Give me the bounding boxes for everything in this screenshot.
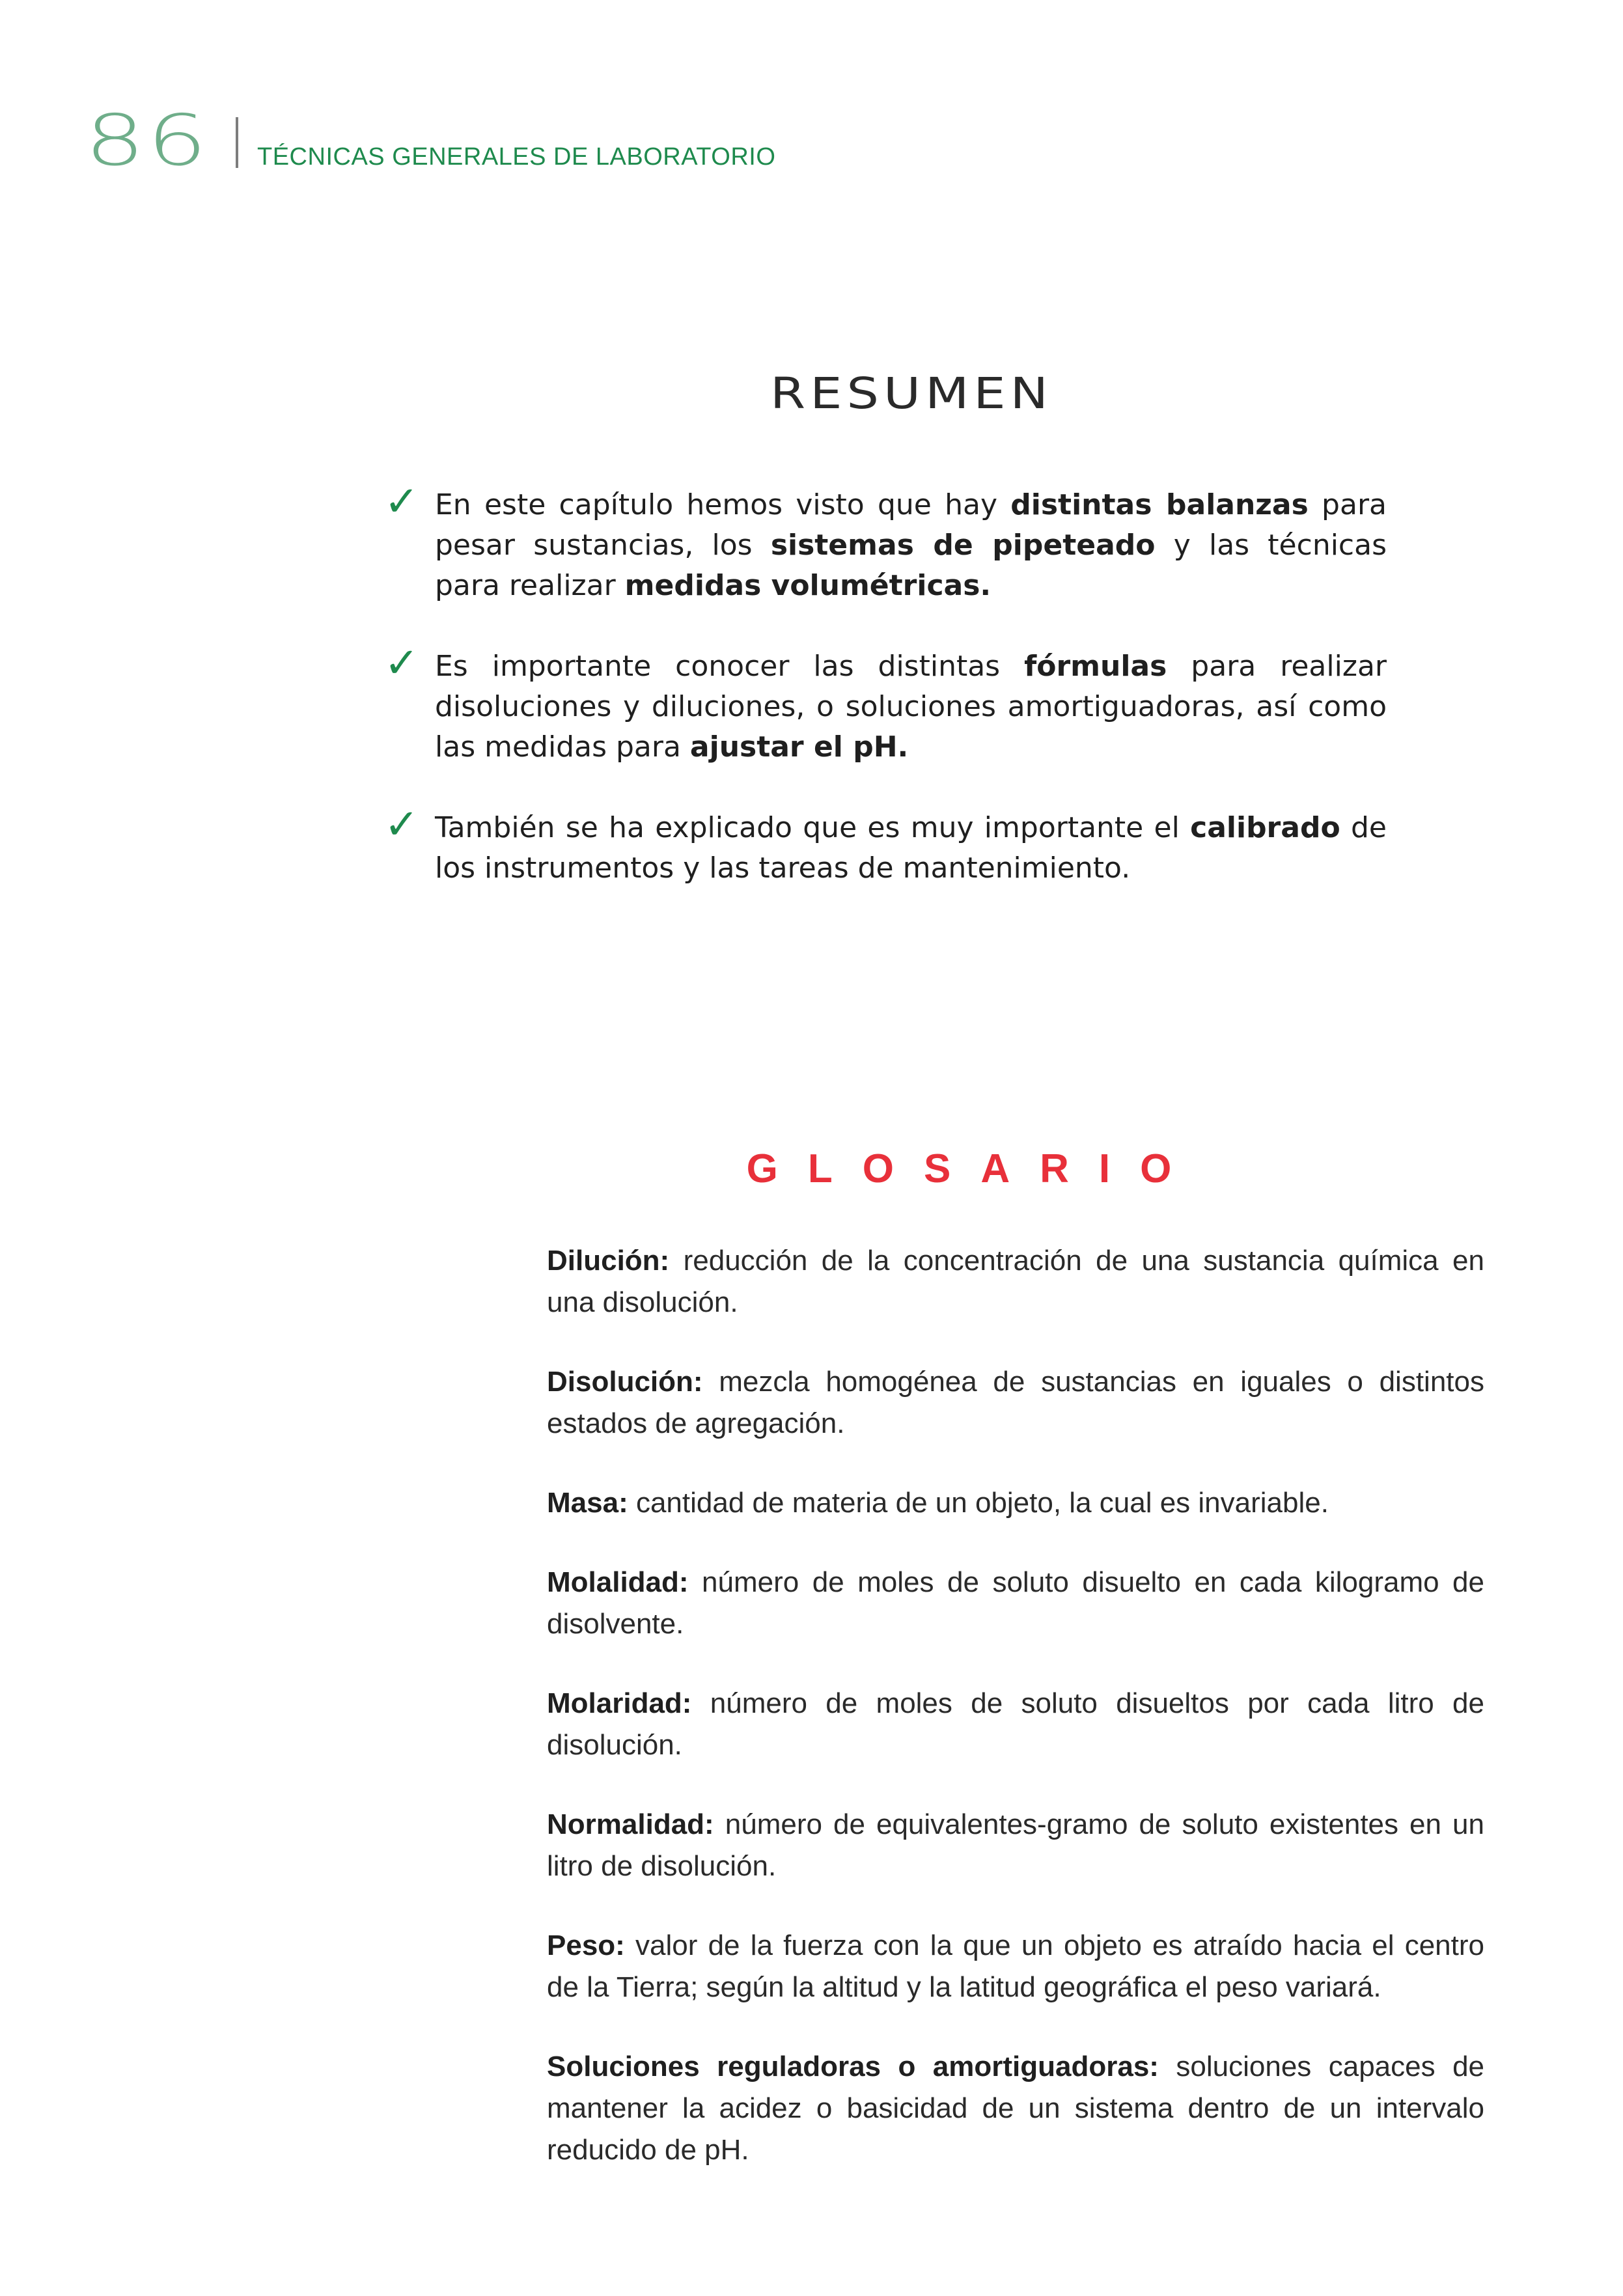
glosario-title: GLOSARIO — [746, 1146, 1202, 1191]
glossary-entry — [547, 1925, 1484, 2008]
section-title: TÉCNICAS GENERALES DE LABORATORIO — [257, 143, 776, 171]
summary-keyword: ajustar el pH. — [689, 730, 909, 764]
summary-keyword: distintas balanzas — [1010, 488, 1309, 521]
glossary-definition: valor de la fuerza con la que un objeto es atraído hacia el centro de la Tierra; según la altitud y la latitud geográfica el peso variará. — [547, 1929, 1484, 2003]
glossary-entry — [547, 1683, 1484, 1766]
summary-keyword: sistemas de pipeteado — [770, 529, 1156, 562]
glossary-definition: número de moles de soluto disuelto en cada kilogramo de disolvente. — [547, 1566, 1484, 1640]
glossary-definition: número de moles de soluto disueltos por cada litro de disolución. — [547, 1687, 1484, 1761]
checkmark-icon: ✓ — [384, 801, 419, 849]
glossary-term: Masa: — [547, 1487, 628, 1519]
header-divider — [236, 117, 238, 168]
glossary-term: Disolución: — [547, 1366, 703, 1398]
summary-segment: y las técnicas para realizar — [435, 529, 1387, 602]
glossary-entry — [547, 2046, 1484, 2171]
summary-keyword: medidas volumétricas. — [624, 569, 992, 602]
glossary-definition: reducción de la concentración de una sustancia química en una disolución. — [547, 1245, 1484, 1318]
glossary-entry — [547, 1562, 1484, 1645]
glossary-entry — [547, 1240, 1484, 1323]
glossary-entry — [547, 1361, 1484, 1445]
resumen-title: RESUMEN — [770, 368, 1053, 419]
glossary-entry — [547, 1482, 1484, 1524]
summary-text — [435, 808, 1387, 889]
summary-segment: También se ha explicado que es muy importante el — [435, 811, 1191, 844]
checkmark-icon: ✓ — [384, 639, 419, 687]
glossary-term: Dilución: — [547, 1245, 670, 1277]
summary-segment: para realizar disoluciones y diluciones, o soluciones amortiguadoras, así como las medidas para — [435, 650, 1387, 764]
glossary-definition: cantidad de materia de un objeto, la cual es invariable. — [628, 1487, 1329, 1519]
summary-list — [384, 478, 1387, 929]
glossary-entry — [547, 1804, 1484, 1887]
summary-item — [384, 639, 1387, 768]
glossary-list — [547, 1240, 1484, 2209]
summary-segment: de los instrumentos y las tareas de mantenimiento. — [435, 811, 1387, 885]
glossary-term: Normalidad: — [547, 1808, 714, 1840]
summary-keyword: fórmulas — [1024, 650, 1167, 683]
summary-text — [435, 485, 1387, 606]
glossary-definition: mezcla homogénea de sustancias en iguales o distintos estados de agregación. — [547, 1366, 1484, 1439]
checkmark-icon: ✓ — [384, 478, 419, 526]
summary-segment: Es importante conocer las distintas — [435, 650, 1025, 683]
summary-keyword: calibrado — [1190, 811, 1340, 844]
glossary-term: Molalidad: — [547, 1566, 689, 1598]
summary-segment: En este capítulo hemos visto que hay — [435, 488, 1011, 521]
page-number: 86 — [85, 100, 209, 182]
glossary-term: Soluciones reguladoras o amortiguadoras: — [547, 2051, 1159, 2082]
glossary-definition: número de equivalentes-gramo de soluto existentes en un litro de disolución. — [547, 1808, 1484, 1882]
summary-text — [435, 646, 1387, 768]
summary-item — [384, 801, 1387, 889]
glossary-term: Molaridad: — [547, 1687, 692, 1719]
summary-segment: para pesar sustancias, los — [435, 488, 1387, 562]
glossary-term: Peso: — [547, 1929, 625, 1961]
summary-item — [384, 478, 1387, 606]
glossary-definition: soluciones capaces de mantener la acidez o basicidad de un sistema dentro de un intervalo reducido de pH. — [547, 2051, 1485, 2166]
